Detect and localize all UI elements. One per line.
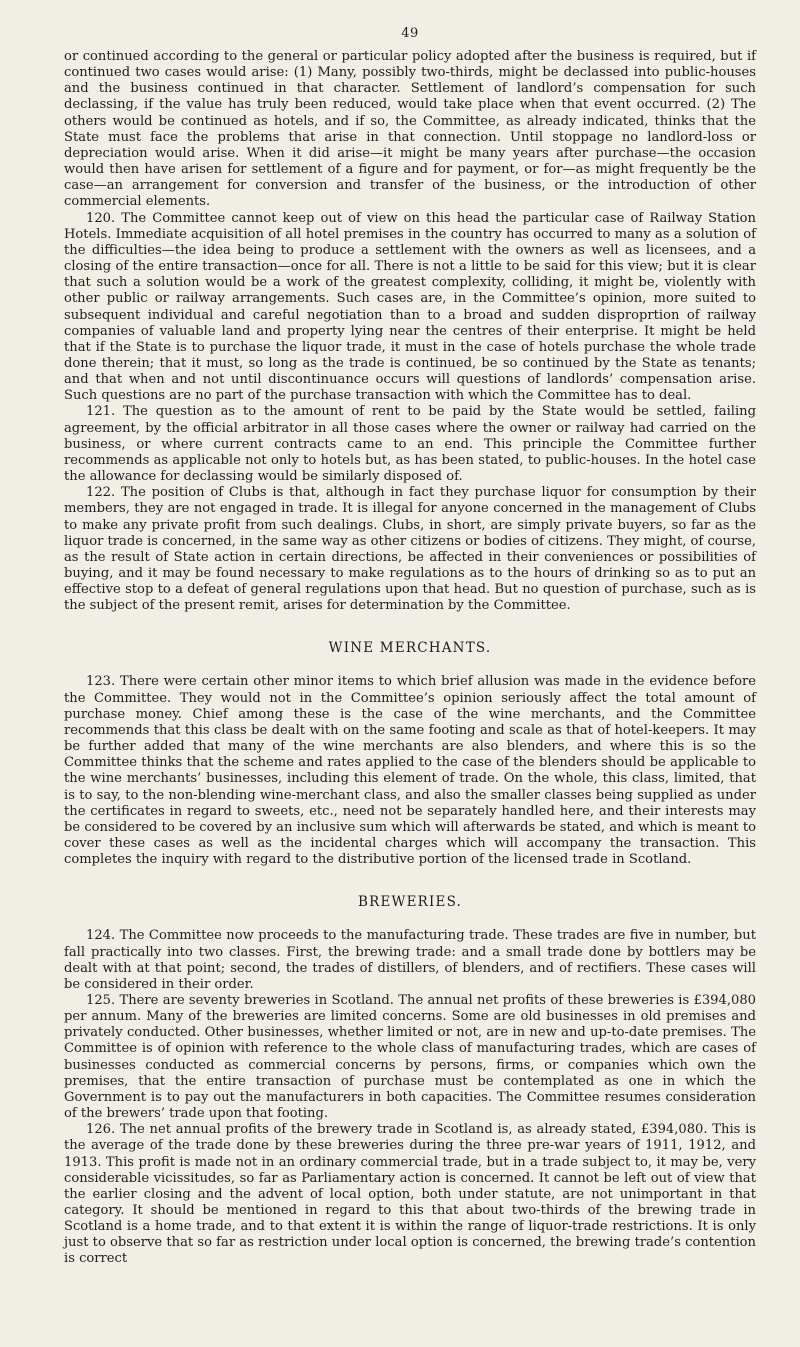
paragraph-121: 121. The question as to the amount of rent to be paid by the State would be settled, failing agreement, by the official arbitrator in all those cases where the owner or railway had carried on the business, or where current contracts came to an end. This principle the Committee further recommends as applicable not only to hotels but, as has been stated, to public-houses. In the hotel case the allowance for declassing would be similarly disposed of. bbox=[64, 404, 756, 485]
paragraph-120: 120. The Committee cannot keep out of view on this head the particular case of Railway Station Hotels. Immediate acquisition of all hotel premises in the country has occurred to many as a solution of the difficulties—the idea being to produce a settlement with the owners as well as licensees, and a closing of the entire transaction—once for all. There is not a little to be said for this view; but it is clear that such a solution would be a work of the greatest complexity, colliding, it might be, violently with other public or railway arrangements. Such cases are, in the Committee’s opinion, more suited to subsequent individual and careful negotiation than to a broad and sudden disproprtion of railway companies of valuable land and property lying near the centres of their enterprise. It might be held that if the State is to purchase the liquor trade, it must in the case of hotels purchase the whole trade done therein; that it must, so long as the trade is continued, be so continued by the State as tenants; and that when and not until discontinuance occurs will questions of landlords’ compensation arise. Such questions are no part of the purchase transaction with which the Committee has to deal. bbox=[64, 210, 756, 404]
paragraph-122: 122. The position of Clubs is that, although in fact they purchase liquor for consumption by their members, they are not engaged in trade. It is illegal for anyone concerned in the management of Clubs to make any private profit from such dealings. Clubs, in short, are simply private buyers, so far as the liquor trade is concerned, in the same way as other citizens or bodies of citizens. They might, of course, as the result of State action in certain directions, be affected in their conveniences or possibilities of buying, and it may be found necessary to make regulations as to the hours of drinking so as to put an effective stop to a defeat of general regulations upon that head. But no question of purchase, such as is the subject of the present remit, arises for determination by the Committee. bbox=[64, 485, 756, 614]
page-number: 49 bbox=[401, 26, 419, 41]
section-heading-wine-merchants: WINE MERCHANTS. bbox=[328, 640, 492, 657]
paragraph-126: 126. The net annual profits of the brewery trade in Scotland is, as already stated, £394,080. This is the average of the trade done by these breweries during the three pre-war years of 1911, 1912, and 1913. This profit is made not in an ordinary commercial trade, but in a trade subject to, it may be, very considerable vicissitudes, so far as Parliamentary action is concerned. It cannot be left out of view that the earlier closing and the advent of local option, both under statute, are not unimportant in that category. It should be mentioned in regard to this that about two-thirds of the brewing trade in Scotland is a home trade, and to that extent it is within the range of liquor-trade restrictions. It is only just to observe that so far as restriction under local option is concerned, the brewing trade’s contention is correct bbox=[64, 1122, 756, 1267]
paragraph-125: 125. There are seventy breweries in Scotland. The annual net profits of these breweries is £394,080 per annum. Many of the breweries are limited concerns. Some are old businesses in old premises and privately conducted. Other businesses, whether limited or not, are in new and up-to-date premises. The Committee is of opinion with reference to the whole class of manufacturing trades, which are cases of businesses conducted as commercial concerns by persons, firms, or companies which own the premises, that the entire transaction of purchase must be contemplated as one in which the Government is to pay out the manufacturers in both capacities. The Committee resumes consideration of the brewers’ trade upon that footing. bbox=[64, 992, 756, 1122]
section-heading-breweries: BREWERIES. bbox=[357, 894, 463, 911]
paragraph-123: 123. There were certain other minor items to which brief allusion was made in the evidence before the Committee. They would not in the Committee’s opinion seriously affect the total amount of purchase money. Chief among these is the case of the wine merchants, and the Committee recommends that this class be dealt with on the same footing and scale as that of hotel-keepers. It may be further added that many of the wine merchants are also blenders, and where this is so the Committee thinks that the scheme and rates applied to the case of the blenders should be applicable to the wine merchants’ businesses, including this element of trade. On the whole, this class, limited, that is to say, to the non-blending wine-merchant class, and also the smaller classes being supplied as under the certificates in regard to sweets, etc., need not be separately handled here, and their interests may be considered to be covered by an inclusive sum which will afterwards be stated, and which is meant to cover these cases as well as the incidental charges which will accompany the transaction. This completes the inquiry with regard to the distributive portion of the licensed trade in Scotland. bbox=[64, 674, 756, 868]
paragraph-continued: or continued according to the general or particular policy adopted after the business is required, but if continued two cases would arise: (1) Many, possibly two-thirds, might be declassed into public-houses and the business continued in that character. Settlement of landlord’s compensation for such declassing, if the value has truly been reduced, would take place when that event occurred. (2) The others would be continued as hotels, and if so, the Committee, as already indicated, thinks that the State must face the problems that arise in that connection. Until stoppage no landlord-loss or depreciation would arise. When it did arise—it might be many years after purchase—the occasion would then have arisen for settlement of a figure and for payment, or for—as might frequently be the case—an arrangement for conversion and transfer of the business, or the introduction of other commercial elements. bbox=[64, 49, 756, 210]
paragraph-124: 124. The Committee now proceeds to the manufacturing trade. These trades are five in number, but fall practically into two classes. First, the brewing trade: and a small trade done by bottlers may be dealt with at that point; second, the trades of distillers, of blenders, and of rectifiers. These cases will be considered in their order. bbox=[64, 928, 756, 992]
